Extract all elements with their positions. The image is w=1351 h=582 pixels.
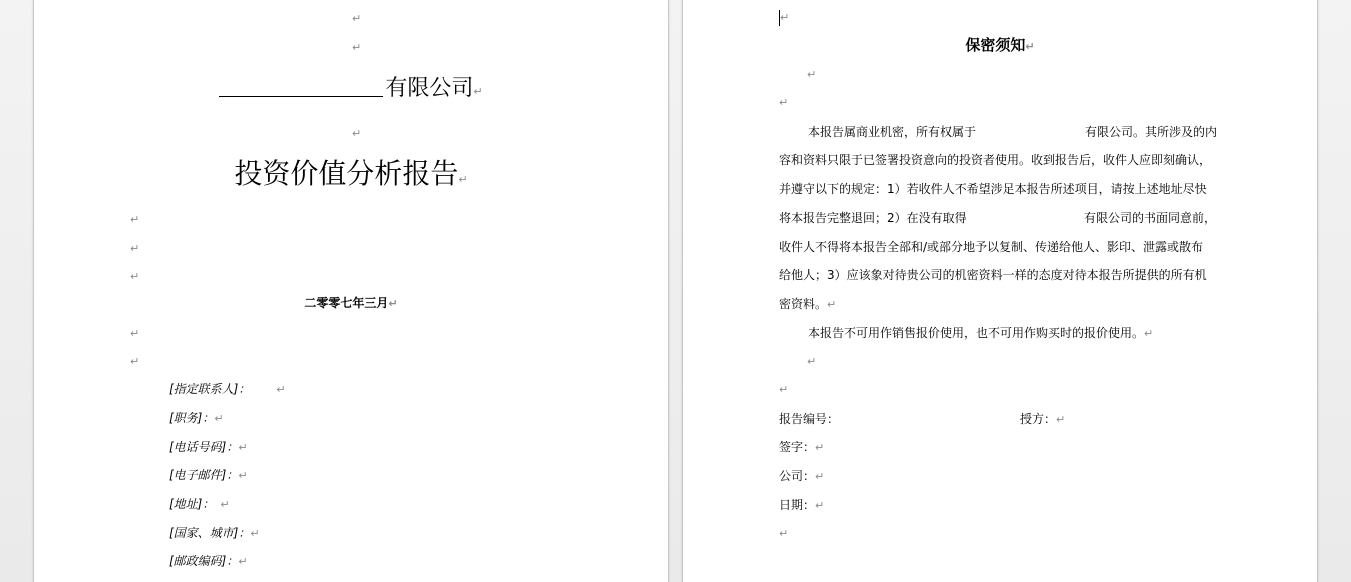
paragraph-mark: ↵ xyxy=(130,355,140,368)
paragraph-mark: ↵ xyxy=(815,441,825,454)
field-address-label: [地址]： xyxy=(169,497,215,511)
recipient-field[interactable] xyxy=(1020,413,1065,425)
company-field[interactable] xyxy=(779,470,824,482)
paragraph-mark: ↵ xyxy=(250,527,260,540)
paragraph-mark: ↵ xyxy=(352,12,362,25)
paragraph-mark: ↵ xyxy=(1056,413,1066,426)
notice-para1-line1b: 有限公司。其所涉及的内 xyxy=(1085,125,1218,139)
notice-para1-line1a: 本报告属商业机密，所有权属于 xyxy=(808,125,977,139)
report-number-label: 报告编号： xyxy=(779,412,840,426)
paragraph-mark: ↵ xyxy=(815,470,825,483)
cover-title-text: 投资价值分析报告 xyxy=(234,157,459,190)
signature-field[interactable] xyxy=(779,441,824,453)
notice-para1-line4a: 将本报告完整退回；2）在没有取得 xyxy=(779,211,967,225)
notice-para2-text: 本报告不可用作销售报价使用，也不可用作购买时的报价使用。 xyxy=(808,326,1145,340)
notice-para1-line5: 收件人不得将本报告全部和/或部分地予以复制、传递给他人、影印、泄露或散布 xyxy=(779,240,1204,254)
cover-date xyxy=(34,297,668,309)
paragraph-mark: ↵ xyxy=(130,213,140,226)
field-title-label: [职务]： xyxy=(169,411,215,425)
paragraph-mark: ↵ xyxy=(238,441,248,454)
field-email[interactable] xyxy=(169,469,248,481)
paragraph-mark: ↵ xyxy=(780,11,790,24)
notice-para1-line2: 容和资料只限于已签署投资意向的投资者使用。收到报告后，收件人应即刻确认， xyxy=(779,153,1212,167)
notice-title xyxy=(683,38,1317,53)
field-country-city-label: [国家、城市]： xyxy=(169,526,251,540)
paragraph-mark: ↵ xyxy=(238,555,248,568)
date-label: 日期： xyxy=(779,498,816,512)
company-name-blank[interactable] xyxy=(219,96,383,97)
paragraph-mark: ↵ xyxy=(352,127,362,140)
cover-company-suffix: 有限公司 xyxy=(385,76,474,101)
date-field[interactable] xyxy=(779,499,824,511)
paragraph-mark: ↵ xyxy=(130,242,140,255)
paragraph-mark: ↵ xyxy=(779,96,789,109)
recipient-label: 授方： xyxy=(1020,412,1057,426)
paragraph-mark: ↵ xyxy=(779,527,789,540)
paragraph-mark: ↵ xyxy=(807,355,817,368)
document-page-notice[interactable] xyxy=(682,0,1318,582)
field-address[interactable] xyxy=(169,498,230,510)
field-postal-code[interactable] xyxy=(169,555,248,567)
paragraph-mark: ↵ xyxy=(238,469,248,482)
paragraph-mark: ↵ xyxy=(130,270,140,283)
field-title[interactable] xyxy=(169,412,224,424)
field-postal-code-label: [邮政编码]： xyxy=(169,554,239,568)
cover-title xyxy=(34,157,668,190)
notice-para1-line6: 给他人；3）应该象对待贵公司的机密资料一样的态度对待本报告所提供的所有机 xyxy=(779,268,1207,282)
field-email-label: [电子邮件]： xyxy=(169,468,239,482)
paragraph-mark: ↵ xyxy=(807,68,817,81)
field-contact[interactable] xyxy=(169,383,286,395)
cover-date-text: 二零零七年三月 xyxy=(304,296,389,310)
notice-para1-line4b: 有限公司的书面同意前， xyxy=(1084,211,1217,225)
paragraph-mark: ↵ xyxy=(220,498,230,511)
report-number-field[interactable] xyxy=(779,413,839,425)
field-contact-label: [指定联系人]： xyxy=(169,382,251,396)
paragraph-mark: ↵ xyxy=(779,383,789,396)
paragraph-mark: ↵ xyxy=(352,41,362,54)
notice-para1-line3: 并遵守以下的规定：1）若收件人不希望涉足本报告所述项目，请按上述地址尽快 xyxy=(779,182,1207,196)
paragraph-mark: ↵ xyxy=(1144,327,1154,340)
paragraph-mark: ↵ xyxy=(388,297,398,310)
paragraph-mark: ↵ xyxy=(458,173,468,186)
paragraph-mark: ↵ xyxy=(473,85,483,98)
cover-company-line xyxy=(34,78,668,100)
paragraph-mark: ↵ xyxy=(130,327,140,340)
notice-para1-line7-text: 密资料。 xyxy=(779,297,828,311)
paragraph-mark: ↵ xyxy=(276,383,286,396)
company-label: 公司： xyxy=(779,469,816,483)
paragraph-mark: ↵ xyxy=(1025,40,1035,53)
paragraph-mark: ↵ xyxy=(815,499,825,512)
notice-para1-line7 xyxy=(779,298,836,310)
notice-title-text: 保密须知 xyxy=(965,36,1026,54)
field-country-city[interactable] xyxy=(169,527,260,539)
paragraph-mark: ↵ xyxy=(214,412,224,425)
document-page-cover[interactable] xyxy=(33,0,669,582)
field-phone[interactable] xyxy=(169,441,248,453)
signature-label: 签字： xyxy=(779,440,816,454)
field-phone-label: [电话号码]： xyxy=(169,440,239,454)
paragraph-mark: ↵ xyxy=(827,298,837,311)
notice-para2 xyxy=(808,327,1153,339)
